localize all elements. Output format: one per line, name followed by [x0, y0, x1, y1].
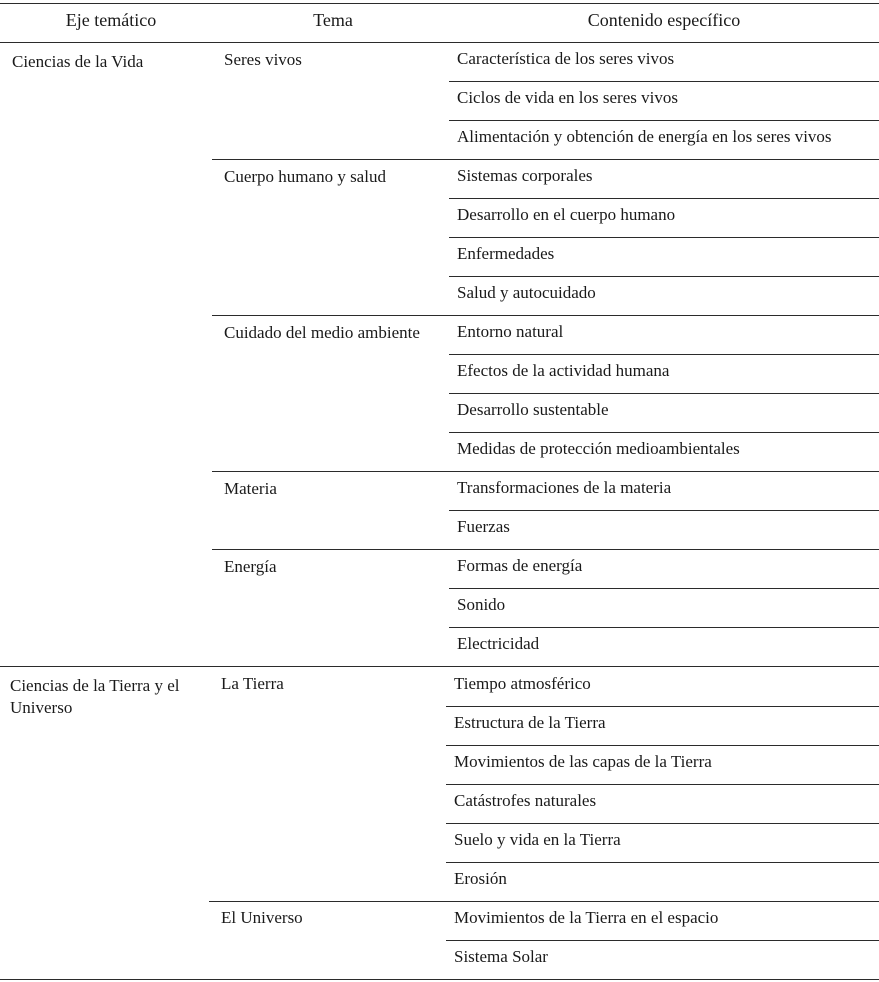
contenido-divider — [446, 745, 879, 746]
contenido-item: Formas de energía — [457, 556, 583, 575]
tema-label: Seres vivos — [224, 50, 302, 69]
contenido-divider — [449, 432, 879, 433]
contenido-item: Electricidad — [457, 634, 540, 653]
contenido-divider — [446, 784, 879, 785]
contenido-item: Suelo y vida en la Tierra — [454, 830, 621, 849]
contenido-divider — [449, 510, 879, 511]
contenido-divider — [446, 862, 879, 863]
contenido-divider — [449, 588, 879, 589]
header-eje-tematico: Eje temático — [65, 10, 157, 30]
contenido-item: Ciclos de vida en los seres vivos — [457, 88, 678, 107]
tema-divider — [212, 549, 879, 550]
tema-label: Materia — [224, 479, 277, 498]
contenido-item: Estructura de la Tierra — [454, 713, 606, 732]
contenido-item: Movimientos de la Tierra en el espacio — [454, 908, 719, 927]
contenido-item: Efectos de la actividad humana — [457, 361, 670, 380]
contenido-divider — [449, 237, 879, 238]
header-bottom-rule — [0, 42, 879, 43]
contenido-divider — [449, 393, 879, 394]
contenido-item: Enfermedades — [457, 244, 555, 263]
contenido-item: Sonido — [457, 595, 506, 614]
contenido-item: Transformaciones de la materia — [457, 478, 672, 497]
eje-divider — [0, 979, 879, 980]
eje-tematico-label: Ciencias de la Tierra y el Universo — [10, 676, 180, 717]
contenido-divider — [446, 940, 879, 941]
header-tema: Tema — [313, 10, 353, 30]
contenido-divider — [446, 823, 879, 824]
tema-label: La Tierra — [221, 674, 284, 693]
contenido-item: Erosión — [454, 869, 507, 888]
contenido-divider — [449, 120, 879, 121]
contenido-divider — [449, 276, 879, 277]
contenido-item: Característica de los seres vivos — [457, 49, 675, 68]
contenido-divider — [449, 81, 879, 82]
contenido-divider — [449, 198, 879, 199]
tema-divider — [212, 471, 879, 472]
eje-tematico-label: Ciencias de la Vida — [12, 52, 144, 71]
contenido-item: Sistemas corporales — [457, 166, 593, 185]
tema-divider — [212, 315, 879, 316]
contenido-divider — [449, 627, 879, 628]
contenido-item: Catástrofes naturales — [454, 791, 597, 810]
contenido-item: Alimentación y obtención de energía en los seres vivos — [457, 127, 832, 146]
tema-label: Energía — [224, 557, 277, 576]
contenido-item: Desarrollo sustentable — [457, 400, 609, 419]
contenido-item: Entorno natural — [457, 322, 564, 341]
tema-label: Cuidado del medio ambiente — [224, 323, 420, 342]
tema-divider — [212, 159, 879, 160]
table-top-rule — [0, 3, 879, 4]
contenido-item: Desarrollo en el cuerpo humano — [457, 205, 676, 224]
eje-divider — [0, 666, 879, 667]
contenido-divider — [449, 354, 879, 355]
contenido-item: Sistema Solar — [454, 947, 548, 966]
contenido-item: Fuerzas — [457, 517, 510, 536]
contenido-item: Salud y autocuidado — [457, 283, 596, 302]
contenido-item: Tiempo atmosférico — [454, 674, 591, 693]
tema-label: El Universo — [221, 908, 303, 927]
header-contenido-especifico: Contenido específico — [587, 10, 741, 30]
contenido-divider — [446, 706, 879, 707]
tema-divider — [209, 901, 879, 902]
contenido-item: Movimientos de las capas de la Tierra — [454, 752, 712, 771]
tema-label: Cuerpo humano y salud — [224, 167, 386, 186]
contenido-item: Medidas de protección medioambientales — [457, 439, 740, 458]
